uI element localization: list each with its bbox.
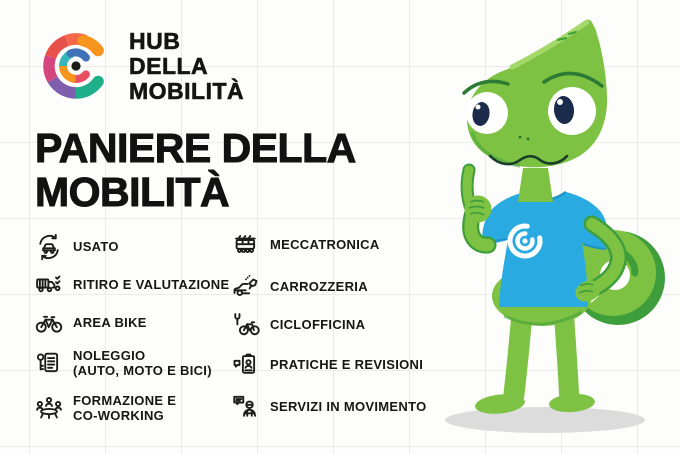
service-item-servizi [231,389,426,425]
service-label: PRATICHE E REVISIONI [270,357,424,373]
mascot-neck [518,168,553,202]
key-contract-icon [34,348,64,378]
page-title-line1: PANIERE DELLA [35,125,356,171]
service-item-formazione [34,390,176,426]
bicycle-icon [34,308,64,338]
service-label: MECCATRONICA [270,237,380,253]
brand-word-line2: DELLA [129,52,209,79]
service-item-usato [34,229,119,265]
car-paint-gun-icon [231,272,261,302]
service-item-ciclofficina [231,307,365,343]
documents-badge-icon [231,350,261,380]
service-item-pratiche [231,347,423,383]
bike-repair-icon [231,310,261,340]
hub-spiral-logo-icon [36,26,116,106]
brand-word-line1: HUB [129,27,181,54]
service-item-noleggio [34,345,212,381]
mascot-shadow [445,407,645,433]
service-label: NOLEGGIO (AUTO, MOTO E BICI) [73,347,212,378]
pickup-truck-checklist-icon [34,270,64,300]
brand-word-line3: MOBILITÀ [129,77,245,104]
brand-wordmark [129,29,244,104]
service-label: CARROZZERIA [270,279,368,295]
courier-chat-icon [231,392,261,422]
vehicle-service-icon [231,230,261,260]
mascot-head [464,19,607,167]
page-title-line2: MOBILITÀ [35,169,230,215]
service-label: SERVIZI IN MOVIMENTO [270,399,427,415]
service-label: USATO [73,239,119,255]
chameleon-mascot [420,0,680,454]
used-car-icon [34,232,64,262]
coworking-people-icon [34,393,64,423]
service-label: AREA BIKE [73,315,147,331]
service-item-ritiro [34,267,229,303]
service-item-carrozzeria [231,269,368,305]
page-title [35,126,356,214]
service-label: FORMAZIONE E CO-WORKING [73,392,177,423]
service-label: CICLOFFICINA [270,317,366,333]
service-item-area-bike [34,305,147,341]
service-item-meccatronica [231,227,380,263]
brand-header [36,26,244,106]
service-label: RITIRO E VALUTAZIONE [73,277,230,293]
